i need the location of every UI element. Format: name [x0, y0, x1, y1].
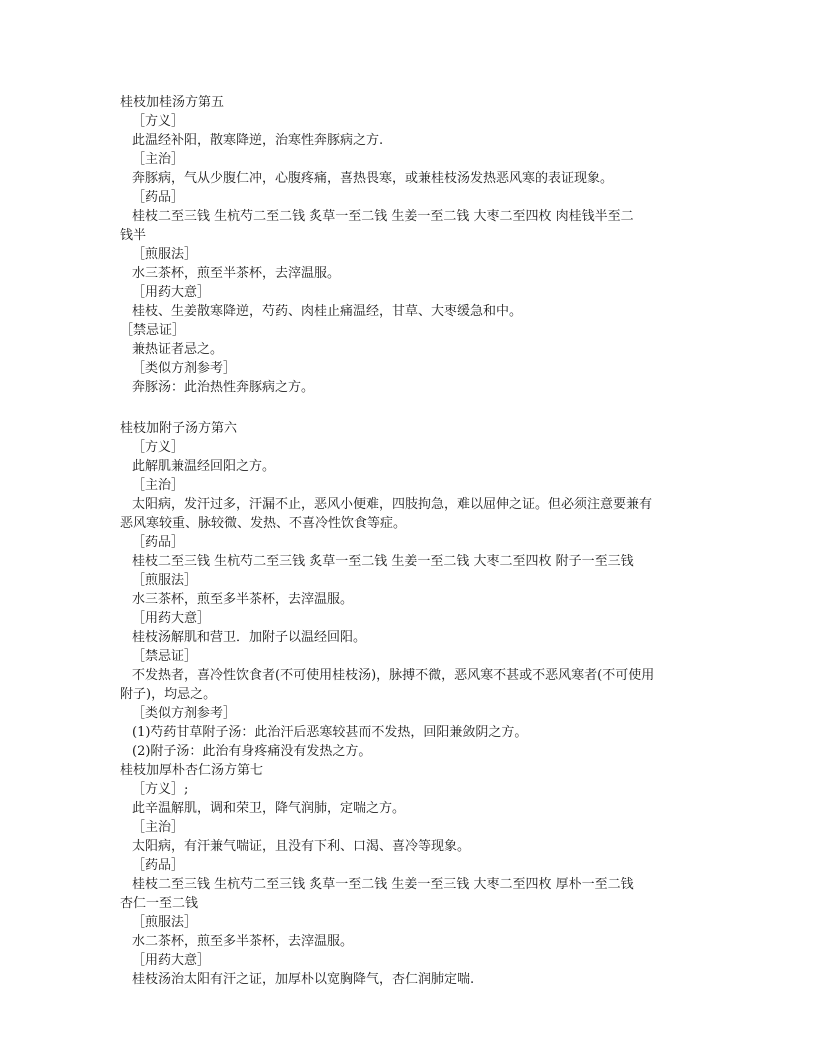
text-leisi-item1: (1)芍药甘草附子汤：此治汗后恶寒较甚而不发热，回阳兼敛阴之方。: [132, 725, 528, 740]
text-fangyi: 此温经补阳，散寒降逆，治寒性奔豚病之方.: [132, 133, 384, 148]
section-title: 桂枝加附子汤方第六: [120, 421, 238, 436]
text-yaopin: 桂枝二至三钱 生杭芍二至三钱 炙草一至二钱 生姜一至二钱 大枣二至四枚 附子一至三钱: [132, 554, 634, 569]
heading-yaopin: ［药品］: [132, 190, 185, 205]
text-fangyi: 此辛温解肌，调和荣卫，降气润肺，定喘之方。: [132, 801, 406, 816]
heading-zhuzhi: ［主治］: [132, 820, 185, 835]
heading-zhuzhi: ［主治］: [132, 152, 185, 167]
text-jinji-line2: 附子)，均忌之。: [120, 687, 217, 702]
heading-yongyao: ［用药大意］: [132, 953, 211, 968]
section-title: 桂枝加厚朴杏仁汤方第七: [120, 763, 264, 778]
text-fangyi: 此解肌兼温经回阳之方。: [132, 459, 276, 474]
heading-fangyi: ［方义］: [132, 114, 185, 129]
heading-jianfu: ［煎服法］: [132, 247, 198, 262]
heading-leisi: ［类似方剂参考］: [132, 361, 237, 376]
heading-jinji: ［禁忌证］: [120, 323, 186, 338]
heading-yaopin: ［药品］: [132, 535, 185, 550]
text-yaopin-line1: 桂枝二至三钱 生杭芍二至二钱 炙草一至二钱 生姜一至二钱 大枣二至四枚 肉桂钱半至二: [132, 209, 634, 224]
text-yaopin-line2: 钱半: [120, 228, 147, 243]
text-leisi: 奔豚汤：此治热性奔豚病之方。: [132, 380, 315, 395]
text-jianfu: 水二茶杯，煎至多半茶杯，去滓温服。: [132, 934, 354, 949]
text-yaopin-line2: 杏仁一至二钱: [120, 896, 199, 911]
heading-jianfu: ［煎服法］: [132, 915, 198, 930]
text-leisi-item2: (2)附子汤：此治有身疼痛没有发热之方。: [132, 744, 372, 759]
text-yaopin-line1: 桂枝二至三钱 生杭芍二至三钱 炙草一至二钱 生姜一至三钱 大枣二至四枚 厚朴一至二钱: [132, 877, 634, 892]
heading-fangyi: ［方义］: [132, 440, 185, 455]
text-jinji: 兼热证者忌之。: [132, 342, 224, 357]
heading-jianfu: ［煎服法］: [132, 573, 198, 588]
text-jianfu: 水三茶杯，煎至多半茶杯，去滓温服。: [132, 592, 354, 607]
heading-yongyao: ［用药大意］: [132, 611, 211, 626]
heading-yongyao: ［用药大意］: [132, 285, 211, 300]
heading-leisi: ［类似方剂参考］: [132, 706, 237, 721]
heading-jinji: ［禁忌证］: [132, 649, 198, 664]
text-jinji-line1: 不发热者，喜冷性饮食者(不可使用桂枝汤)，脉搏不微，恶风寒不甚或不恶风寒者(不可使用: [132, 668, 655, 683]
text-yongyao: 桂枝汤解肌和营卫．加附子以温经回阳。: [132, 630, 367, 645]
text-zhuzhi-line1: 太阳病，发汗过多，汗漏不止，恶风小便难，四肢拘急，难以屈伸之证。但必须注意要兼有: [132, 497, 653, 512]
section-title: 桂枝加桂汤方第五: [120, 95, 225, 110]
text-zhuzhi-line2: 恶风寒较重、脉较微、发热、不喜冷性饮食等症。: [120, 516, 407, 531]
text-jianfu: 水三茶杯，煎至半茶杯，去滓温服。: [132, 266, 341, 281]
heading-fangyi: ［方义］;: [132, 782, 189, 797]
text-zhuzhi: 奔豚病，气从少腹仁冲，心腹疼痛，喜热畏寒，或兼桂枝汤发热恶风寒的表证现象。: [132, 171, 614, 186]
text-yongyao: 桂枝、生姜散寒降逆，芍药、肉桂止痛温经，甘草、大枣缓急和中。: [132, 304, 523, 319]
text-zhuzhi: 太阳病，有汗兼气喘证，且没有下利、口渴、喜冷等现象。: [132, 839, 471, 854]
heading-zhuzhi: ［主治］: [132, 478, 185, 493]
heading-yaopin: ［药品］: [132, 858, 185, 873]
text-yongyao: 桂枝汤治太阳有汗之证，加厚朴以宽胸降气，杏仁润肺定喘.: [132, 972, 475, 987]
